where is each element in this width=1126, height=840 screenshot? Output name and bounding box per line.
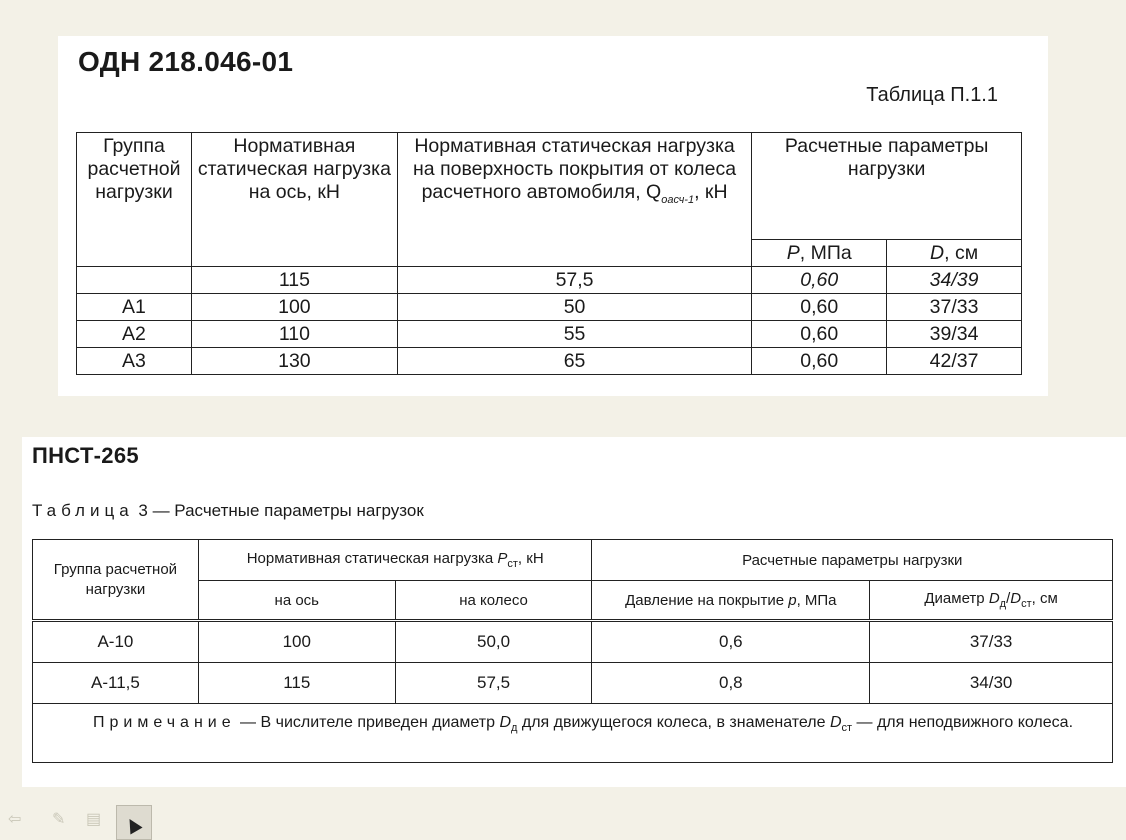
bottom-load-table (32, 539, 1113, 763)
top-header-surface-load: Нормативная статическая нагрузка на поверхность покрытия от колеса расчетного автомобиля, $Q_{оасч-1}$, кН (397, 133, 752, 267)
slides-menu-icon[interactable]: ▤ (86, 811, 102, 828)
bottom-table-caption: Таблица 3 — Расчетные параметры нагрузок (32, 501, 424, 520)
top-document-title: ОДН 218.046-01 (78, 46, 294, 77)
top-table-header-row (77, 133, 1022, 240)
cell-surface: 50 (397, 294, 752, 321)
cell-p: 0,60 (752, 321, 887, 348)
top-header-group: Группа расчетной нагрузки (77, 133, 192, 267)
top-header-params: Расчетные параметры нагрузки (752, 133, 1022, 240)
bottom-header-wheel: на колесо (395, 581, 592, 621)
cell-wheel: 57,5 (395, 663, 592, 704)
cell-group: А-11,5 (33, 663, 199, 704)
cell-group (77, 267, 192, 294)
cell-diameter: 37/33 (870, 621, 1113, 663)
pen-icon[interactable]: ✎ (52, 811, 66, 828)
cell-diameter: 34/30 (870, 663, 1113, 704)
cell-group: А1 (77, 294, 192, 321)
presentation-toolbar (0, 800, 200, 838)
top-header-axle-load: Нормативная статическая нагрузка на ось, кН (191, 133, 397, 267)
table-note: Примечание — В числителе приведен диаметр $D_д$ для движущегося колеса, в знаменателе $D_{ст}$ — для неподвижного колеса. (33, 704, 1113, 763)
note-row (33, 704, 1113, 763)
back-arrow-icon[interactable]: ⇦ (8, 811, 22, 828)
table-row (33, 621, 1113, 663)
cell-axle: 115 (191, 267, 397, 294)
cell-group: А-10 (33, 621, 199, 663)
top-table-caption: Таблица П.1.1 (866, 84, 998, 106)
cell-p: 0,60 (752, 348, 887, 375)
cell-p: 0,60 (752, 267, 887, 294)
bottom-header-diameter: Диаметр $D_д/D_{ст}$, см (870, 581, 1113, 621)
cell-pressure: 0,6 (592, 621, 870, 663)
top-load-table (76, 132, 1022, 375)
bottom-header-pressure: Давление на покрытие p, МПа (592, 581, 870, 621)
bottom-document-sheet (22, 437, 1126, 787)
cell-group: А3 (77, 348, 192, 375)
cell-wheel: 50,0 (395, 621, 592, 663)
bottom-document-title: ПНСТ-265 (32, 443, 139, 468)
table-row (77, 294, 1022, 321)
cell-p: 0,60 (752, 294, 887, 321)
bottom-header-axle: на ось (198, 581, 395, 621)
cell-axle: 100 (198, 621, 395, 663)
top-header-d: D, см (887, 240, 1022, 267)
bottom-table-header-row (33, 540, 1113, 581)
bottom-header-load: Нормативная статическая нагрузка $P_{ст}$, кН (198, 540, 592, 581)
cell-surface: 65 (397, 348, 752, 375)
cell-d: 34/39 (887, 267, 1022, 294)
cell-d: 37/33 (887, 294, 1022, 321)
cell-d: 42/37 (887, 348, 1022, 375)
cell-surface: 55 (397, 321, 752, 348)
cell-axle: 130 (191, 348, 397, 375)
cell-axle: 115 (198, 663, 395, 704)
cell-pressure: 0,8 (592, 663, 870, 704)
top-document-sheet (58, 36, 1048, 396)
bottom-header-params: Расчетные параметры нагрузки (592, 540, 1113, 581)
table-row (33, 663, 1113, 704)
cell-surface: 57,5 (397, 267, 752, 294)
table-row (77, 321, 1022, 348)
cell-axle: 100 (191, 294, 397, 321)
cell-d: 39/34 (887, 321, 1022, 348)
cell-axle: 110 (191, 321, 397, 348)
bottom-header-group: Группа расчетной нагрузки (33, 540, 199, 621)
table-row (77, 267, 1022, 294)
table-row (77, 348, 1022, 375)
cell-group: А2 (77, 321, 192, 348)
top-header-p: P, МПа (752, 240, 887, 267)
